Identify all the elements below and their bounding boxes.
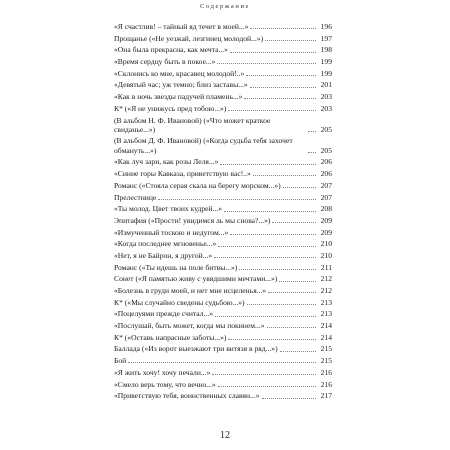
toc-entry-page: 210: [320, 250, 332, 260]
toc-entry: [114, 391, 332, 400]
running-header: Содержание: [199, 3, 251, 10]
toc-entry: [114, 92, 332, 101]
toc-entry-title: Романс («Ты идешь на поле битвы...»): [114, 262, 238, 272]
toc-entry-title: «Время сердцу быть в покое...»: [114, 57, 216, 67]
toc-entry-title: «Поцелуями прежде считал...»: [114, 309, 214, 319]
toc-entry: [114, 274, 332, 283]
dot-leader: [239, 268, 316, 270]
toc-entry-title: (В альбом Д. Ф. Ивановой) («Когда судьба тебя захочет обмануть...»): [114, 136, 293, 155]
toc-entry-page: 198: [320, 45, 332, 55]
toc-entry-page: 209: [320, 215, 332, 225]
dot-leader: [214, 256, 316, 258]
toc-entry-title: «Я счастлив! – тайный яд течет в моей...»: [114, 22, 249, 31]
dot-leader: [218, 245, 316, 247]
dot-leader: [267, 326, 316, 328]
toc-entry-title: Прощанье («Не уезжай, лезгинец молодой...»): [114, 33, 264, 43]
toc-entry: [114, 204, 332, 213]
dot-leader: [217, 62, 316, 64]
dot-leader: [272, 221, 316, 223]
toc-entry-page: 207: [320, 192, 332, 202]
toc-entry-page: 196: [320, 22, 332, 31]
dot-leader: [215, 315, 316, 317]
toc-entry-page: 203: [320, 103, 332, 113]
toc-entry: [114, 263, 332, 272]
toc-entry-title: К* («Мы случайно сведены судьбою...»): [114, 297, 245, 307]
toc-entry: [114, 298, 332, 307]
toc-entry-page: 212: [320, 274, 332, 284]
toc-entry-title: «Склонись ко мне, красавец молодой!..»: [114, 68, 245, 78]
toc-entry-title: «Она была прекрасна, как мечта...»: [114, 45, 228, 55]
dot-leader: [265, 39, 316, 41]
toc-entry: [114, 380, 332, 389]
dot-leader: [220, 163, 316, 165]
dot-leader: [228, 109, 316, 111]
toc-entry-title: «Смело верь тому, что вечно...»: [114, 379, 216, 389]
dot-leader: [246, 74, 316, 76]
toc-entry: [114, 34, 332, 43]
toc-entry-title: Прелестнице: [114, 192, 157, 202]
toc-entry-title: «Болезнь в груди моей, и нет мне исцеленья...»: [114, 286, 267, 296]
dot-leader: [308, 151, 316, 153]
toc-entry-title: «Как в ночь звезды падучей пламень...»: [114, 92, 243, 102]
toc-entry: [114, 45, 332, 54]
dot-leader: [244, 97, 316, 99]
toc-entry-page: 205: [320, 145, 332, 155]
toc-entry: [114, 368, 332, 377]
toc-entry-page: 216: [320, 367, 332, 377]
toc-entry-page: 217: [320, 391, 332, 401]
toc-entry: [114, 228, 332, 237]
toc-entry-title: «Синие горы Кавказа, приветствую вас!..»: [114, 169, 251, 179]
page-number: 12: [220, 430, 230, 441]
toc-entry-title: «Когда последнее мгновенье...»: [114, 239, 217, 249]
dot-leader: [308, 130, 316, 132]
toc-entry-page: 208: [320, 204, 332, 214]
dot-leader: [128, 361, 316, 363]
toc-entry-page: 210: [320, 239, 332, 249]
toc-entry-page: 207: [320, 180, 332, 190]
toc-entry-title: «Приветствую тебя, воинственных славян...»: [114, 391, 260, 401]
toc-entry: [114, 333, 332, 342]
toc-entry-page: 215: [320, 356, 332, 366]
toc-entry-title: «Нет, я не Байрон, я другой...»: [114, 250, 213, 260]
toc-entry-title: «Измученный тоскою и недугом...»: [114, 227, 229, 237]
toc-entry-page: 213: [320, 297, 332, 307]
toc-entry-page: 216: [320, 379, 332, 389]
dot-leader: [212, 373, 316, 375]
toc-entry-title: «Ты молод. Цвет твоих кудрей...»: [114, 204, 223, 214]
dot-leader: [262, 397, 316, 399]
toc-entry-page: 214: [320, 321, 332, 331]
toc-entry-title: Эпитафия («Прости! увидимся ль мы снова?...»): [114, 215, 271, 225]
toc-entry-page: 206: [320, 169, 332, 179]
toc-entry-page: 211: [320, 262, 332, 272]
toc-entry-page: 203: [320, 92, 332, 102]
table-of-contents: [114, 22, 332, 403]
toc-entry: [114, 216, 332, 225]
toc-entry: [114, 286, 332, 295]
toc-entry-page: 213: [320, 309, 332, 319]
dot-leader: [228, 338, 316, 340]
dot-leader: [268, 291, 316, 293]
dot-leader: [250, 27, 316, 29]
toc-entry: [114, 181, 332, 190]
dot-leader: [250, 86, 316, 88]
toc-entry-title: (В альбом Н. Ф. Ивановой) («Что может краткое свиданье...»): [114, 115, 271, 134]
toc-entry-title: «Я жить хочу! хочу печали...»: [114, 367, 211, 377]
toc-entry-title: Баллада («Из ворот выезжают три витязя в ряд...»): [114, 344, 278, 354]
toc-entry-page: 206: [320, 157, 332, 167]
dot-leader: [280, 350, 316, 352]
toc-entry: [114, 251, 332, 260]
dot-leader: [230, 233, 316, 235]
dot-leader: [218, 385, 316, 387]
toc-entry: [114, 104, 332, 113]
toc-entry-page: 201: [320, 80, 332, 90]
dot-leader: [224, 210, 316, 212]
dot-leader: [253, 174, 316, 176]
dot-leader: [279, 280, 316, 282]
toc-entry-page: 199: [320, 57, 332, 67]
toc-entry-title: К* («Оставь напрасные заботы...»): [114, 332, 227, 342]
toc-entry-page: 214: [320, 332, 332, 342]
toc-entry: [114, 193, 332, 202]
toc-entry: [114, 356, 332, 365]
dot-leader: [158, 198, 316, 200]
toc-entry: [114, 116, 332, 135]
toc-entry-page: 205: [320, 124, 332, 134]
toc-entry: [114, 157, 332, 166]
toc-entry: [114, 344, 332, 353]
toc-entry-title: «Девятый час; уж темно; близ заставы...»: [114, 80, 248, 90]
toc-entry-page: 212: [320, 286, 332, 296]
toc-entry: [114, 57, 332, 66]
toc-entry: [114, 136, 332, 155]
toc-entry: [114, 169, 332, 178]
toc-entry-title: Романс («Стояла серая скала на берегу морском...»): [114, 180, 281, 190]
toc-entry: [114, 69, 332, 78]
toc-entry-title: Сонет («Я памятью живу с увядшими мечтами...»): [114, 274, 278, 284]
toc-entry: [114, 22, 332, 31]
toc-entry-title: «Как луч зари, как розы Леля...»: [114, 157, 219, 167]
toc-entry-title: К* («Я не унижусь пред тобою...»): [114, 103, 227, 113]
toc-entry-title: Бой: [114, 356, 127, 366]
dot-leader: [247, 303, 316, 305]
toc-entry-title: «Послушай, быть может, когда мы покинем...»: [114, 321, 265, 331]
dot-leader: [283, 186, 316, 188]
toc-entry: [114, 239, 332, 248]
toc-entry: [114, 321, 332, 330]
toc-entry-page: 197: [320, 33, 332, 43]
toc-entry: [114, 80, 332, 89]
toc-entry-page: 199: [320, 68, 332, 78]
toc-entry: [114, 309, 332, 318]
toc-entry-page: 215: [320, 344, 332, 354]
dot-leader: [230, 51, 316, 53]
toc-entry-page: 209: [320, 227, 332, 237]
